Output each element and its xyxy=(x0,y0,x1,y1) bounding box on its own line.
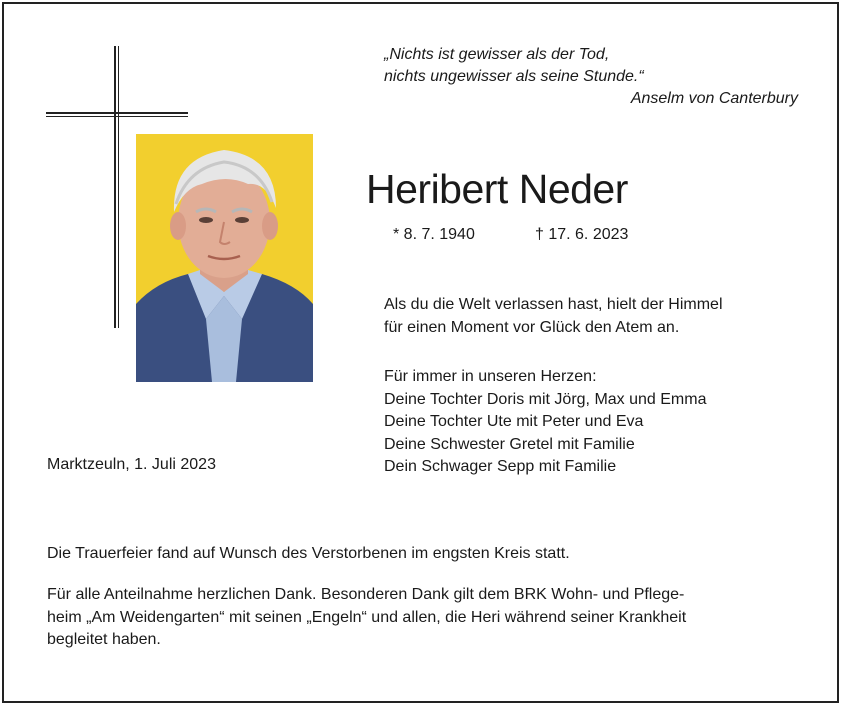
family-member: Deine Tochter Doris mit Jörg, Max und Emma xyxy=(384,390,707,408)
thanks-line-1: Für alle Anteilnahme herzlichen Dank. Besonderen Dank gilt dem BRK Wohn- und Pflege- xyxy=(47,586,685,603)
thanks-text xyxy=(47,584,807,652)
verse-line-1: Als du die Welt verlassen hast, hielt der Himmel xyxy=(384,296,723,313)
thanks-line-3: begleitet haben. xyxy=(47,631,161,648)
deceased-name: Heribert Neder xyxy=(366,166,628,212)
epigraph-quote xyxy=(384,44,798,110)
funeral-note: Die Trauerfeier fand auf Wunsch des Verstorbenen im engsten Kreis statt. xyxy=(47,545,570,562)
family-member: Dein Schwager Sepp mit Familie xyxy=(384,458,617,475)
verse-line-2: für einen Moment vor Glück den Atem an. xyxy=(384,318,680,336)
death-date: † 17. 6. 2023 xyxy=(535,226,629,243)
quote-line-2: nichts ungewisser als seine Stunde.“ xyxy=(384,68,644,85)
birth-date: * 8. 7. 1940 xyxy=(393,226,475,243)
thanks-line-2: heim „Am Weidengarten“ mit seinen „Engeln“ und allen, die Heri während seiner Krankheit xyxy=(47,608,687,626)
family-list xyxy=(384,366,804,479)
family-member: Deine Tochter Ute mit Peter und Eva xyxy=(384,413,644,430)
quote-line-1: „Nichts ist gewisser als der Tod, xyxy=(384,46,610,63)
portrait-photo xyxy=(136,134,313,382)
quote-author: Anselm von Canterbury xyxy=(630,90,798,107)
place-and-date: Marktzeuln, 1. Juli 2023 xyxy=(47,456,216,473)
family-intro: Für immer in unseren Herzen: xyxy=(384,368,597,385)
verse-text xyxy=(384,294,804,339)
family-member: Deine Schwester Gretel mit Familie xyxy=(384,435,635,453)
